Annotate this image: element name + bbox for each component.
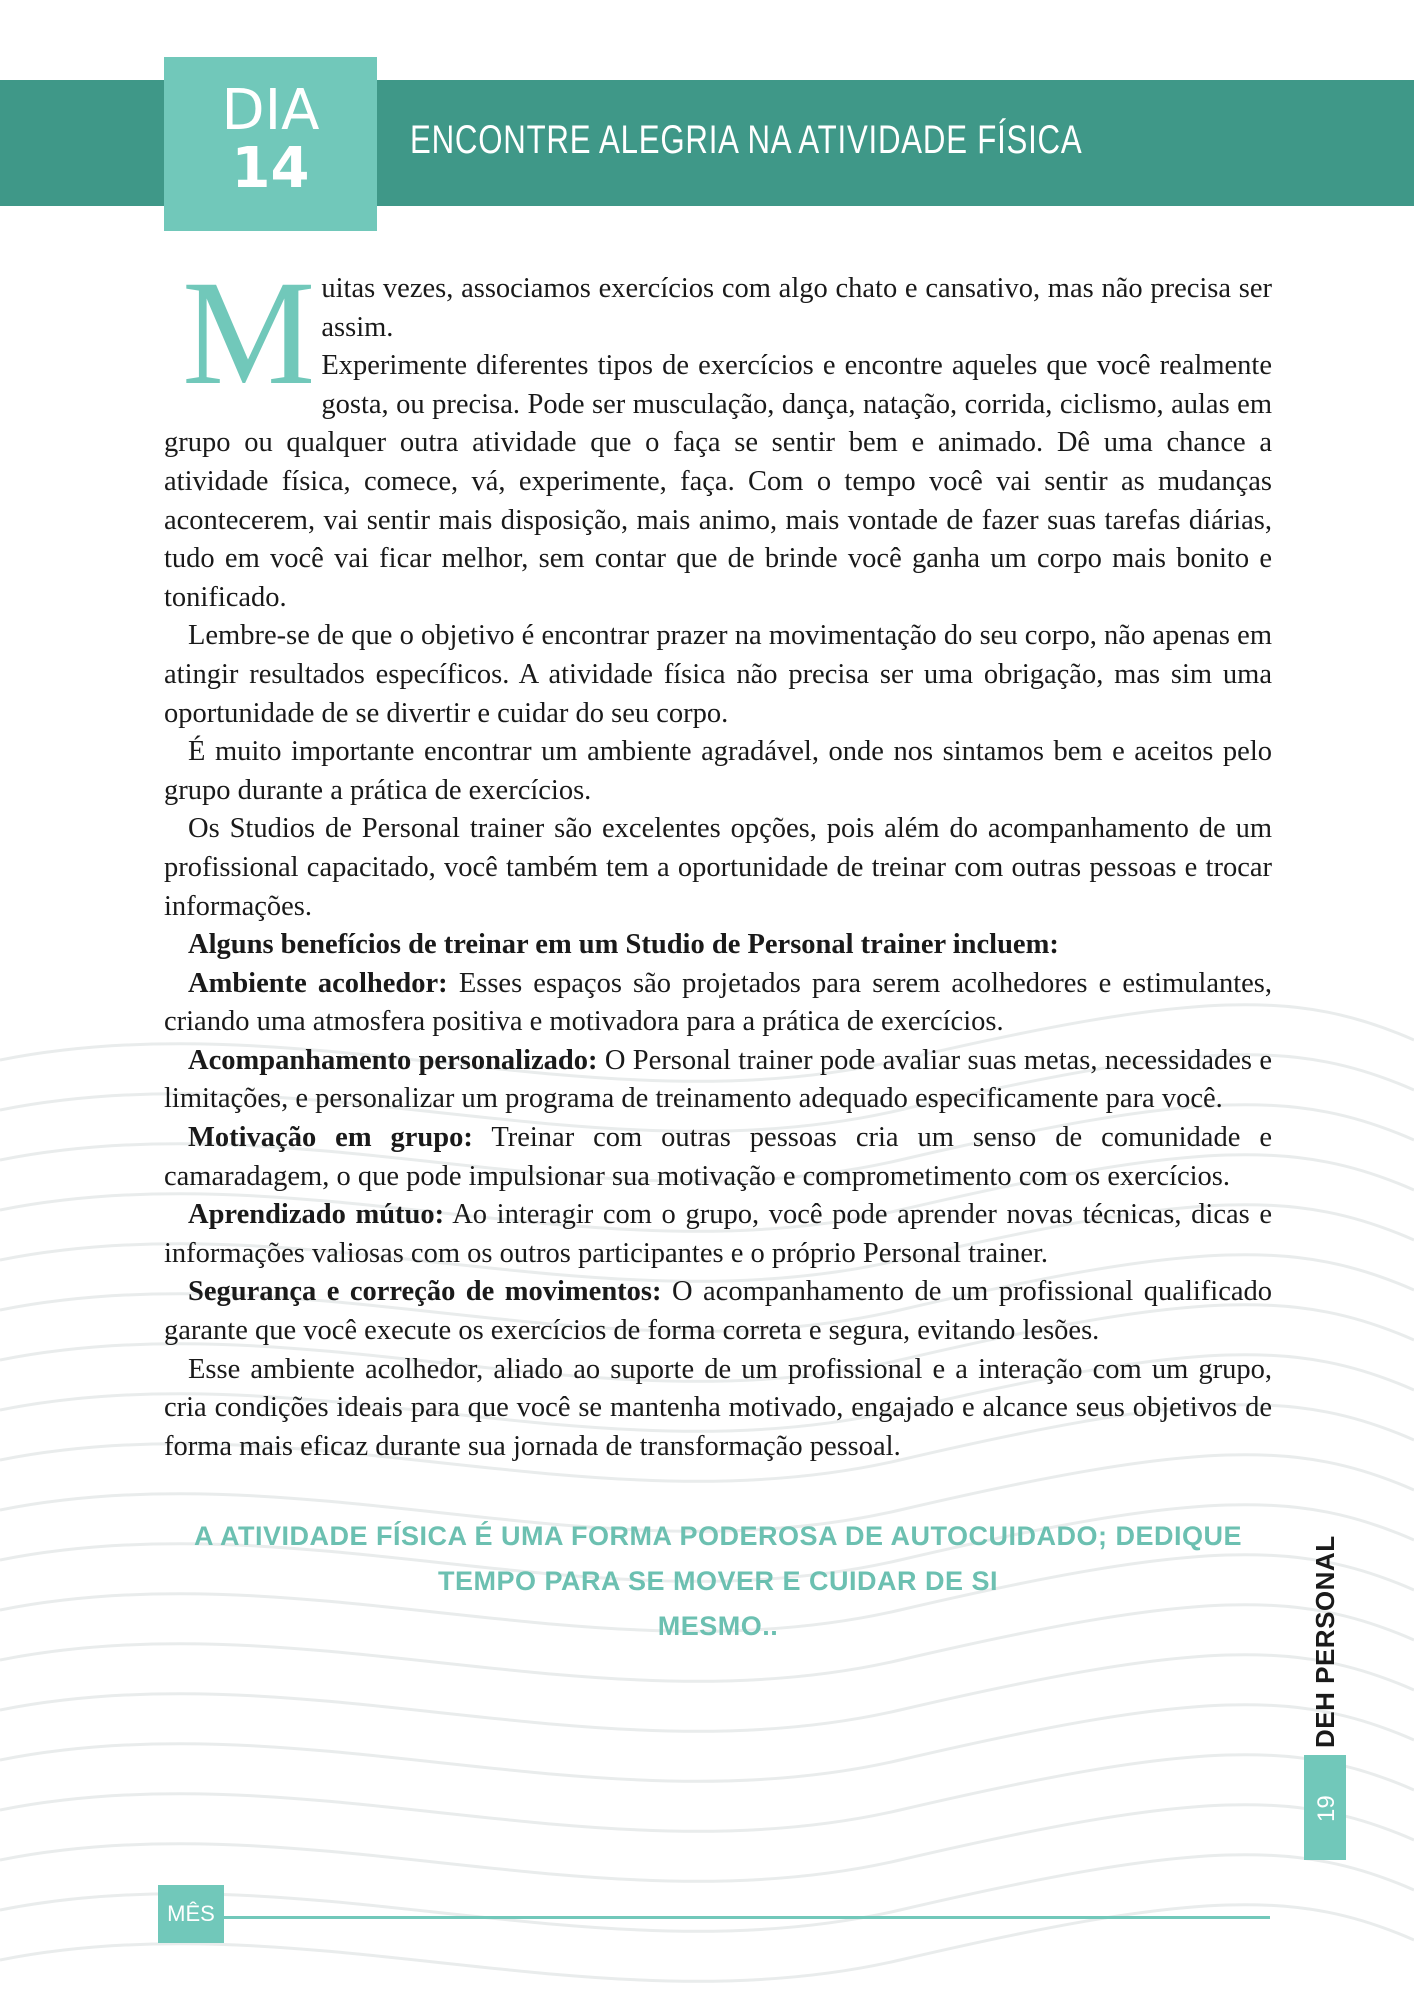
quote-line-1: A ATIVIDADE FÍSICA É UMA FORMA PODEROSA DE AUTOCUIDADO; DEDIQUE TEMPO PARA SE MOVER E CUIDAR DE SI: [193, 1521, 1243, 1596]
benefits-heading: [164, 926, 1272, 965]
intro-continuation: Experimente diferentes tipos de exercícios e encontre aqueles que você realmente gosta, ou precisa. Pode ser musculação, dança, natação, corrida, ciclismo, aulas em grupo ou qualquer outra atividade que o faça se sentir bem e animado. Dê uma chance a atividade física, comece, vá, experimente, faça. Com o tempo você vai sentir as mudanças acontecerem, vai sentir mais disposição, mais animo, mais vontade de fazer suas tarefas diárias, tudo em você vai ficar melhor, sem contar que de brinde você ganha um corpo mais bonito e tonificado.: [164, 350, 1272, 613]
day-label: DIA: [221, 78, 320, 143]
day-badge: [164, 57, 377, 231]
month-label: MÊS 1: [158, 1885, 224, 1943]
closing-paragraph: Esse ambiente acolhedor, aliado ao suporte de um profissional e a interação com um grupo, cria condições ideais para que você se mantenha motivado, engajado e alcance seus objetivos de forma mais eficaz durante sua jornada de transformação pessoal.: [164, 1353, 1272, 1462]
intro-paragraph: [164, 250, 1272, 617]
benefit-term: Segurança e correção de movimentos:: [188, 1276, 662, 1308]
benefit-term: Ambiente acolhedor:: [188, 967, 448, 999]
benefit-term: Aprendizado mútuo:: [188, 1199, 445, 1231]
benefit-text: Esses espaços são projetados para serem acolhedores e estimulantes, criando uma atmosfera positiva e motivadora para a prática de exercícios.: [164, 967, 1273, 1038]
dropcap-letter: M: [182, 250, 316, 416]
paragraph-objective: Lembre-se de que o objetivo é encontrar prazer na movimentação do seu corpo, não apenas em atingir resultados específicos. A atividade física não precisa ser uma obrigação, mas sim uma oportunidade de se divertir e cuidar do seu corpo.: [164, 620, 1272, 729]
benefit-text: Treinar com outras pessoas cria um senso de comunidade e camaradagem, o que pode impulsionar sua motivação e comprometimento com os exercícios.: [164, 1122, 1272, 1192]
benefit-item: [164, 1119, 1272, 1196]
paragraph-studios: Os Studios de Personal trainer são excelentes opções, pois além do acompanhamento de um profissional capacitado, você também tem a oportunidade de treinar com outras pessoas e trocar informações.: [164, 813, 1272, 922]
benefit-term: Acompanhamento personalizado:: [188, 1044, 598, 1076]
benefit-text: O acompanhamento de um profissional qualificado garante que você execute os exercícios de forma correta e segura, evitando lesões.: [164, 1276, 1272, 1347]
benefit-text: O Personal trainer pode avaliar suas metas, necessidades e limitações, e personalizar um programa de treinamento adequado especificamente para você.: [164, 1044, 1272, 1115]
benefit-item: [164, 965, 1272, 1042]
footer-divider: [224, 1916, 1270, 1919]
chapter-title: ENCONTRE ALEGRIA NA ATIVIDADE FÍSICA: [410, 118, 1083, 162]
benefit-item: [164, 1196, 1272, 1273]
highlight-quote: [164, 1514, 1272, 1649]
quote-line-2: MESMO..: [657, 1611, 779, 1641]
brand-logo-text: DEH PERSONAL: [1310, 1535, 1340, 1748]
benefit-term: Motivação em grupo:: [188, 1122, 473, 1154]
benefit-text: Ao interagir com o grupo, você pode aprender novas técnicas, dicas e informações valiosas com os outros participantes e o próprio Personal trainer.: [164, 1199, 1272, 1269]
benefits-heading-text: Alguns benefícios de treinar em um Studio de Personal trainer incluem:: [188, 929, 1059, 961]
article-body: [164, 250, 1273, 1466]
benefit-item: [164, 1042, 1272, 1119]
benefit-item: [164, 1273, 1272, 1350]
page-number: 19: [1313, 1795, 1340, 1822]
intro-sentence: uitas vezes, associamos exercícios com algo chato e cansativo, mas não precisa ser assim.: [321, 273, 1272, 343]
paragraph-environment: É muito importante encontrar um ambiente agradável, onde nos sintamos bem e aceitos pelo grupo durante a prática de exercícios.: [164, 736, 1272, 806]
day-number: 14: [231, 136, 310, 201]
